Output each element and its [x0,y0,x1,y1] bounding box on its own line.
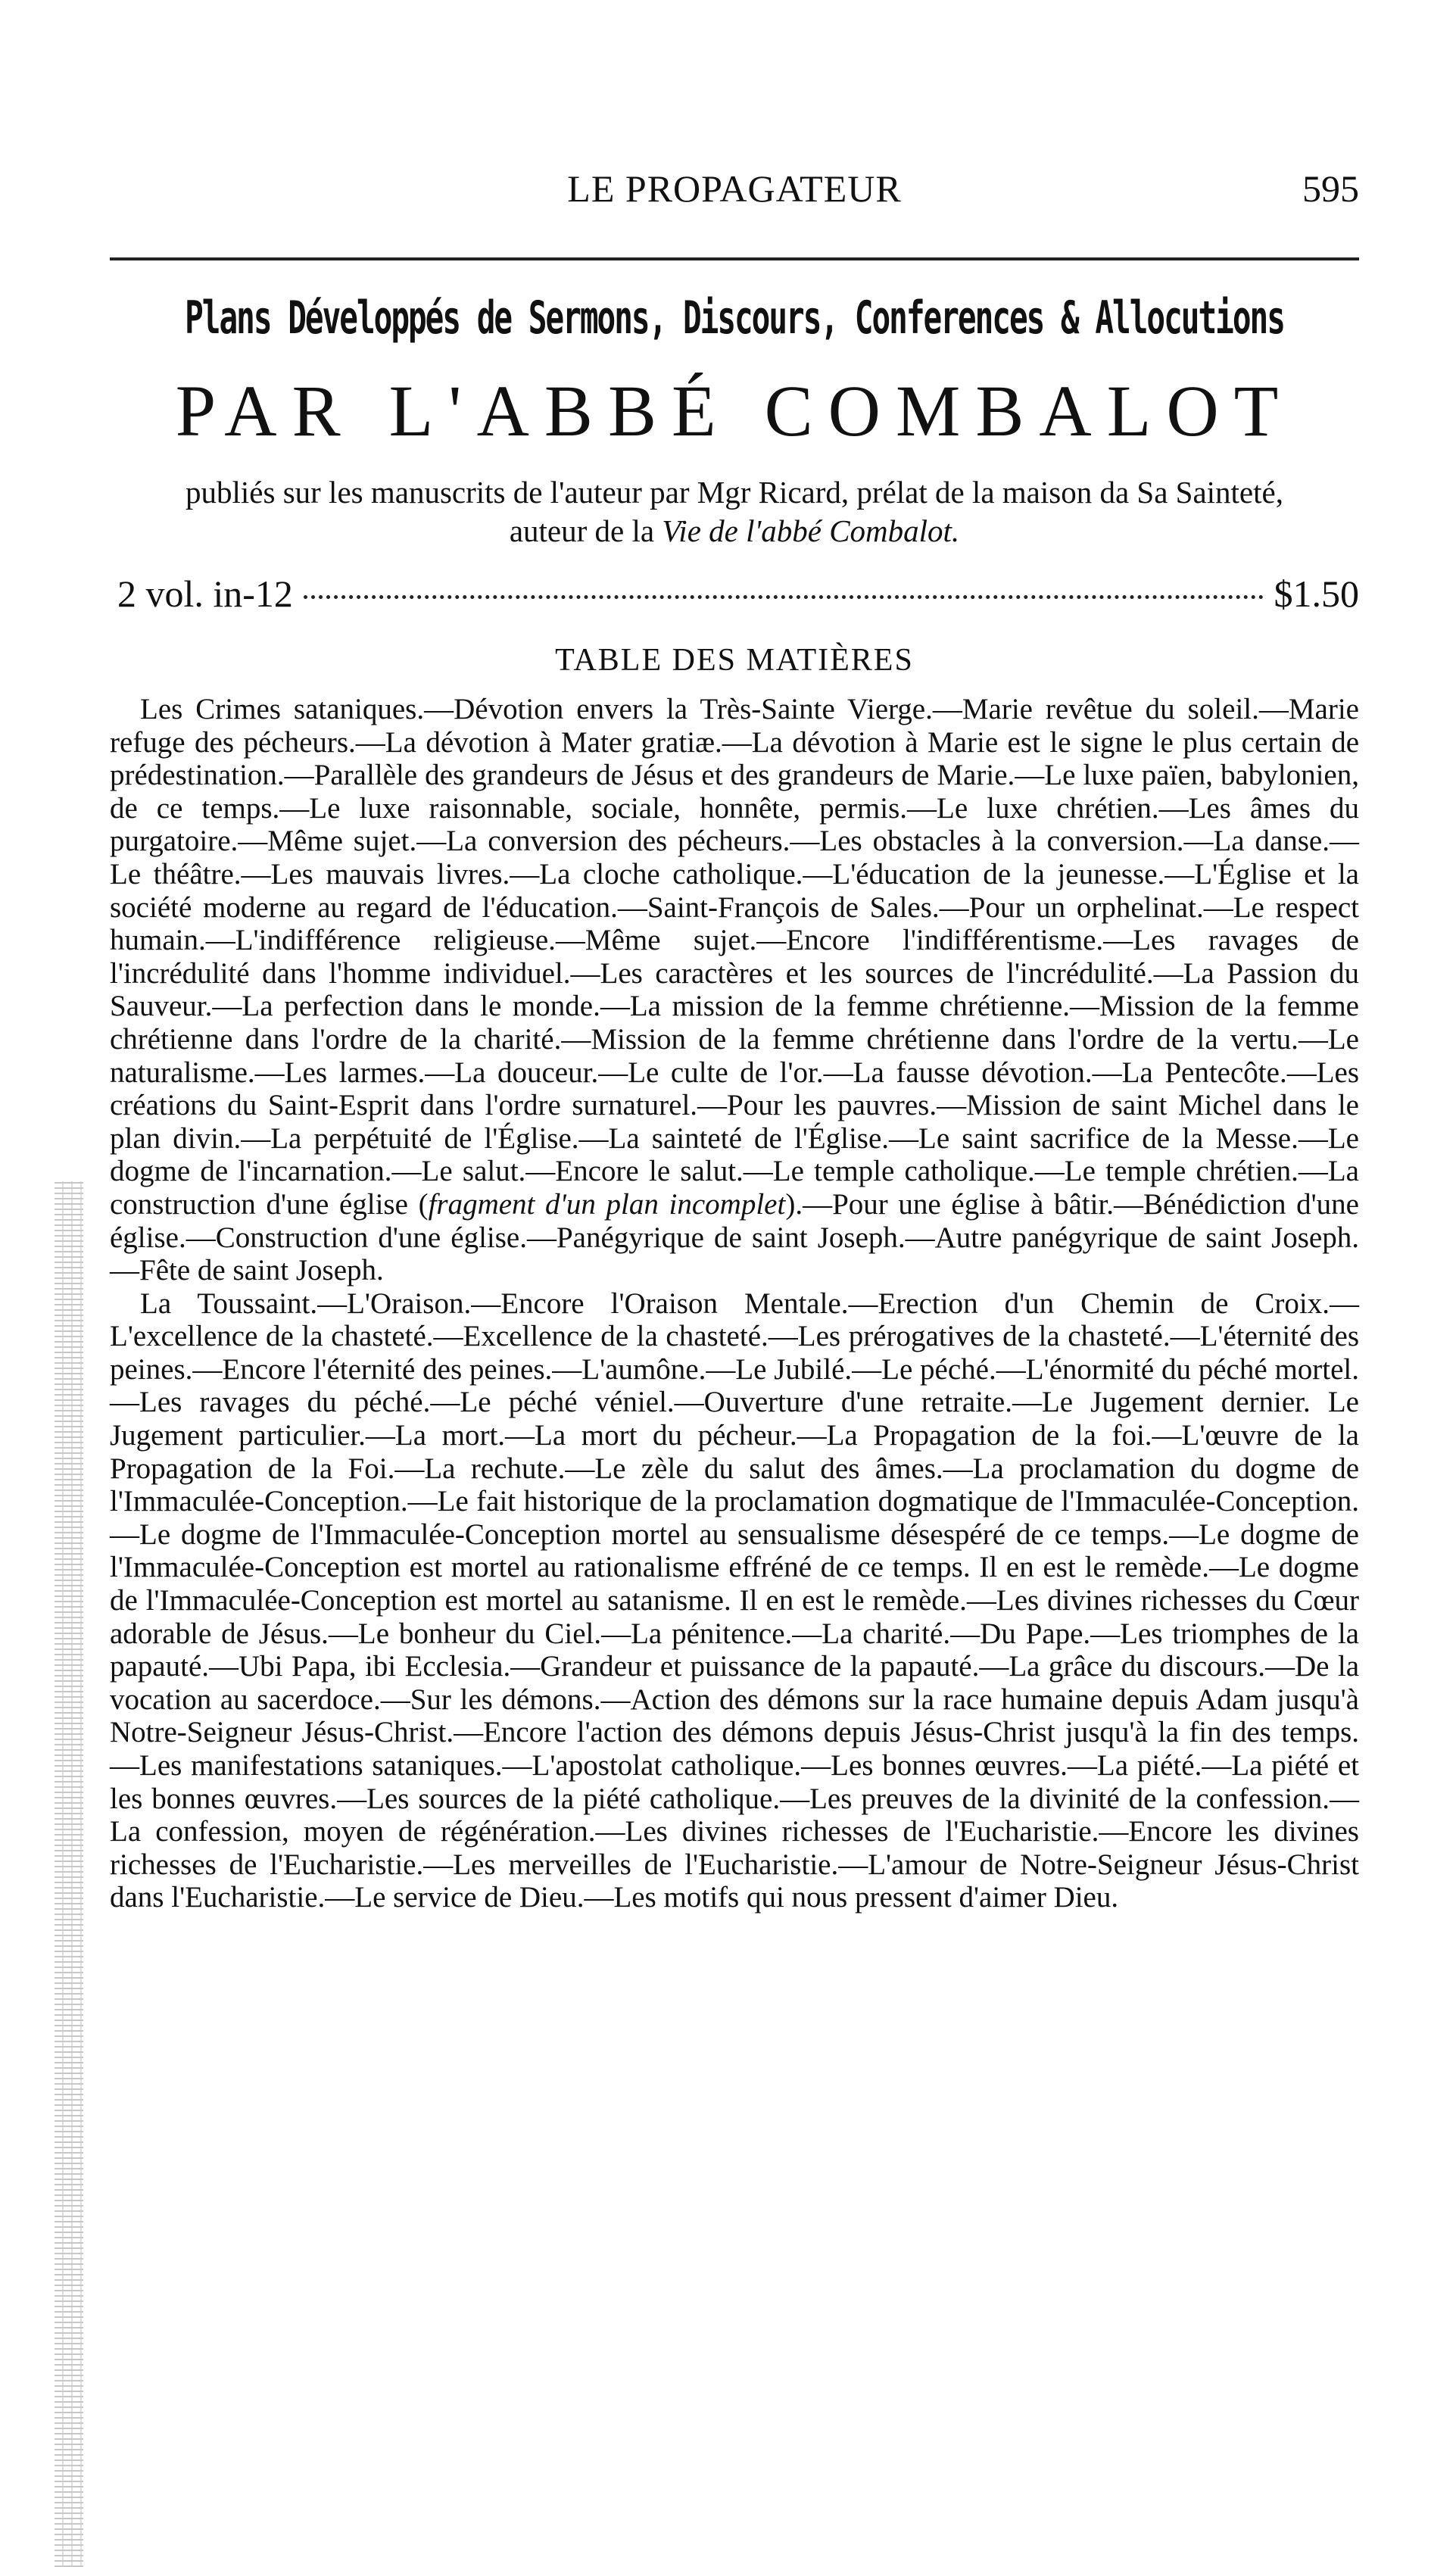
toc-italic-text: fragment d'un plan incomplet [428,1187,786,1221]
toc-paragraph-2: La Toussaint.—L'Oraison.—Encore l'Oraison Mentale.—Erection d'un Chemin de Croix.—L'excellence de la chasteté.—Excellence de la chasteté.—Les prérogatives de la chasteté.—L'éternité des peines.—Encore l'éternité des peines.—L'aumône.—Le Jubilé.—Le péché.—L'énormité du péché mortel.—Les ravages du péché.—Le péché véniel.—Ouverture d'une retraite.—Le Jugement dernier. Le Jugement particulier.—La mort.—La mort du pécheur.—La Propagation de la foi.—L'œuvre de la Propagation de la Foi.—La rechute.—Le zèle du salut des âmes.—La proclamation du dogme de l'Immaculée-Conception.—Le fait historique de la proclamation dogmatique de l'Immaculée-Conception.—Le dogme de l'Immaculée-Conception mortel au sensualisme désespéré de ce temps.—Le dogme de l'Immaculée-Conception est mortel au rationalisme effréné de ce temps. Il en est le remède.—Le dogme de l'Immaculée-Conception est mortel au satanisme. Il en est le remède.—Les divines richesses du Cœur adorable de Jésus.—Le bonheur du Ciel.—La pénitence.—La charité.—Du Pape.—Les triomphes de la papauté.—Ubi Papa, ibi Ecclesia.—Grandeur et puissance de la papauté.—La grâce du discours.—De la vocation au sacerdoce.—Sur les démons.—Action des démons sur la race humaine depuis Adam jusqu'à Notre-Seigneur Jésus-Christ.—Encore l'action des démons depuis Jésus-Christ jusqu'à la fin des temps.—Les manifestations sataniques.—L'apostolat catholique.—Les bonnes œuvres.—La piété.—La piété et les bonnes œuvres.—Les sources de la piété catholique.—Les preuves de la divinité de la confession.—La confession, moyen de régénération.—Les divines richesses de l'Eucharistie.—Encore les divines richesses de l'Eucharistie.—Les merveilles de l'Eucharistie.—L'amour de Notre-Seigneur Jésus-Christ dans l'Eucharistie.—Le service de Dieu.—Les motifs qui nous pressent d'aimer Dieu. [110,1287,1359,1914]
publisher-text [151,473,1317,551]
running-header [110,167,1359,227]
binding-edge-texture [55,1181,83,2567]
leader-dots [304,595,1264,599]
header-rule [110,257,1359,260]
advertisement-heading: Plans Développés de Sermons, Discours, Conferences & Allocutions [185,292,1284,345]
toc-paragraph-1 [110,693,1359,1287]
page-number: 595 [1302,167,1359,210]
journal-title: LE PROPAGATEUR [567,167,902,210]
author-line: PAR L'ABBÉ COMBALOT [175,370,1294,451]
volume-info: 2 vol. in-12 [117,572,293,615]
publisher-book-title: Vie de l'abbé Combalot. [662,513,960,548]
toc-text: ).—Pour une église à bâtir.—Bénédiction d'une église.—Construction d'une église.—Panégyrique de saint Joseph.—Autre panégyrique de saint Joseph.—Fête de saint Joseph. [110,1187,1359,1287]
price-line [117,572,1359,617]
toc-body [110,693,1359,1914]
toc-heading: TABLE DES MATIÈRES [555,643,914,678]
toc-text: Les Crimes sataniques.—Dévotion envers la Très-Sainte Vierge.—Marie revêtue du soleil.—Marie refuge des pécheurs.—La dévotion à Mater gratiæ.—La dévotion à Marie est le signe le plus certain de prédestination.—Parallèle des grandeurs de Jésus et des grandeurs de Marie.—Le luxe païen, babylonien, de ce temps.—Le luxe raisonnable, sociale, honnête, permis.—Le luxe chrétien.—Les âmes du purgatoire.—Même sujet.—La conversion des pécheurs.—Les obstacles à la conversion.—La danse.—Le théâtre.—Les mauvais livres.—La cloche catholique.—L'éducation de la jeunesse.—L'Église et la société moderne au regard de l'éducation.—Saint-François de Sales.—Pour un orphelinat.—Le respect humain.—L'indifférence religieuse.—Même sujet.—Encore l'indifférentisme.—Les ravages de l'incrédulité dans l'homme individuel.—Les caractères et les sources de l'incrédulité.—La Passion du Sauveur.—La perfection dans le monde.—La mission de la femme chrétienne.—Mission de la femme chrétienne dans l'ordre de la charité.—Mission de la femme chrétienne dans l'ordre de la vertu.—Le naturalisme.—Les larmes.—La douceur.—Le culte de l'or.—La fausse dévotion.—La Pentecôte.—Les créations du Saint-Esprit dans l'ordre surnaturel.—Pour les pauvres.—Mission de saint Michel dans le plan divin.—La perpétuité de l'Église.—La sainteté de l'Église.—Le saint sacrifice de la Messe.—Le dogme de l'incarnation.—Le salut.—Encore le salut.—Le temple catholique.—Le temple chrétien.—La construction d'une église ( [110,693,1359,1221]
price: $1.50 [1274,572,1359,615]
publisher-description: publiés sur les manuscrits de l'auteur par Mgr Ricard, prélat de la maison da Sa Sainteté, auteur de la [186,475,1283,548]
